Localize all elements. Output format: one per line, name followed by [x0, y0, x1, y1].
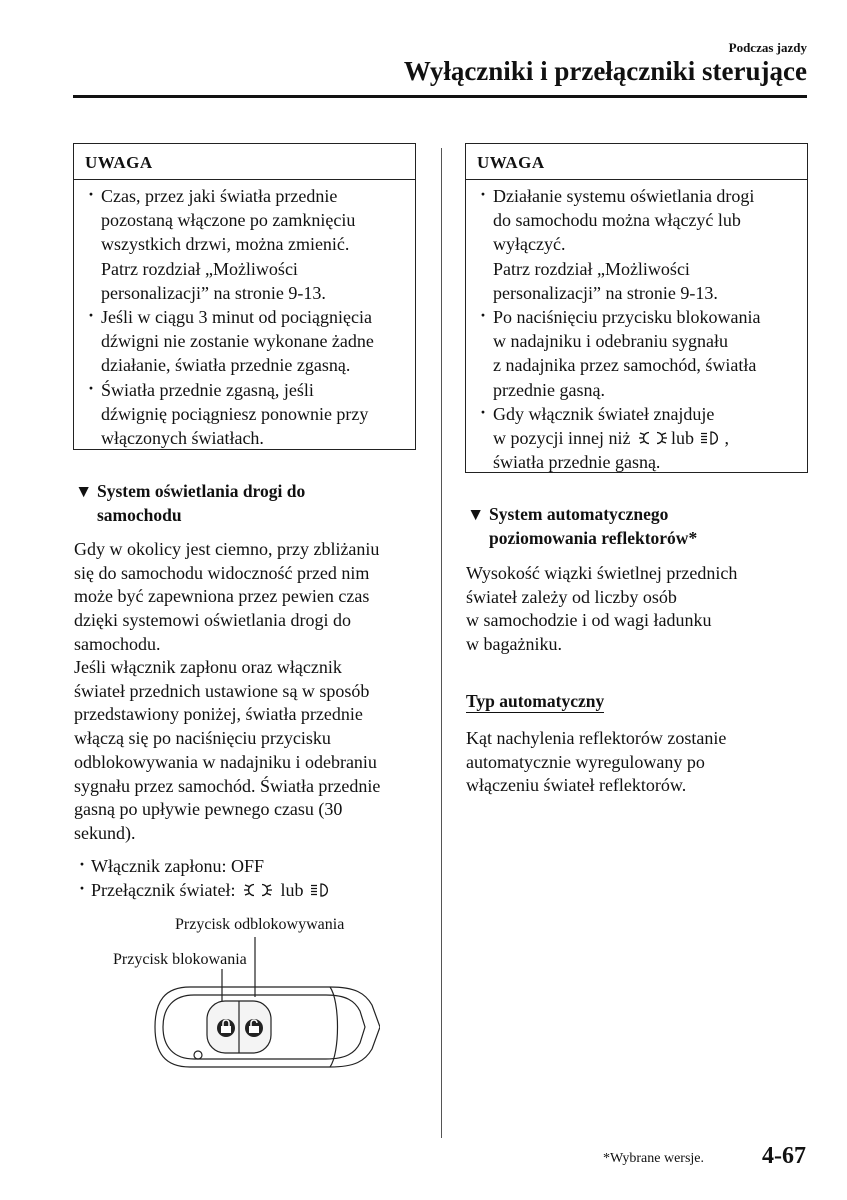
- note-text: Gdy włącznik świateł znajduje w pozycji innej niż: [493, 403, 715, 449]
- note-item: · Po naciśnięciu przycisku blokowania w nadajniku i odebraniu sygnału z nadajnika przez samochód, światła przednie gasną.: [480, 305, 801, 402]
- subheading-container: [466, 691, 604, 712]
- paragraph: Kąt nachylenia reflektorów zostanie automatycznie wyregulowany po włączeniu świateł reflektorów.: [466, 728, 727, 796]
- title-rule: [73, 95, 807, 98]
- note-item: · Gdy włącznik świateł znajduje w pozycji innej niż lub , światła przednie gasną.: [480, 402, 801, 475]
- or-text: lub: [670, 428, 694, 449]
- optional-asterisk: *: [688, 528, 698, 548]
- parking-lights-icon: [242, 882, 274, 898]
- key-fob-illustration: [150, 935, 380, 1070]
- heading-text: samochodu: [97, 505, 182, 525]
- heading-text: System automatycznego: [489, 504, 669, 524]
- page-title: Wyłączniki i przełączniki sterujące: [403, 56, 807, 86]
- label-unlock-button: Przycisk odblokowywania: [175, 916, 345, 933]
- note-list: [466, 180, 807, 480]
- condition-ignition: · Włącznik zapłonu: OFF: [74, 855, 434, 879]
- or-text: lub: [280, 879, 304, 900]
- right-note-box: [465, 143, 808, 473]
- conditions-list: [74, 855, 434, 902]
- note-label: UWAGA: [74, 144, 415, 180]
- footnote: *Wybrane wersje.: [603, 1151, 705, 1166]
- left-note-box: [73, 143, 416, 450]
- note-label: UWAGA: [466, 144, 807, 180]
- down-triangle-icon: ▼: [75, 481, 93, 501]
- label-lock-button: Przycisk blokowania: [113, 951, 247, 968]
- condition-label: Przełącznik świateł:: [91, 879, 236, 900]
- lock-icon: [217, 1019, 235, 1037]
- headlights-icon: [700, 430, 722, 446]
- page-number: 4-67: [762, 1143, 806, 1169]
- section-heading-road-lighting: [75, 479, 435, 527]
- paragraph: Jeśli włącznik zapłonu oraz włącznik świateł przednich ustawione są w sposób przedstawiony poniżej, światła przednie włączą się po naciśnięciu przycisku odblokowywania w nadajniku i odebraniu sygnału przez samochód. Światła przednie gasną po upływie pewnego czasu (30 sekund).: [74, 657, 381, 843]
- headlights-icon: [310, 882, 332, 898]
- condition-light-switch: [74, 879, 434, 903]
- parking-lights-icon: [637, 430, 669, 446]
- unlock-icon: [245, 1019, 263, 1037]
- note-item: · Działanie systemu oświetlania drogi do samochodu można włączyć lub wyłączyć. Patrz rozdział „Możliwości personalizacji” na stronie 9-13.: [480, 184, 801, 305]
- paragraph: Gdy w okolicy jest ciemno, przy zbliżaniu się do samochodu widoczność przed nim może być zapewniona przez pewien czas dzięki systemowi oświetlania drogi do samochodu.: [74, 539, 380, 654]
- paragraph: Wysokość wiązki świetlnej przednich świateł zależy od liczby osób w samochodzie i od wagi ładunku w bagażniku.: [466, 563, 738, 655]
- subheading-auto-type: Typ automatyczny: [466, 691, 605, 711]
- note-list: [74, 180, 415, 456]
- note-item: · Światła przednie zgasną, jeśli dźwignię pociągniesz ponownie przy włączonych światłach.: [88, 378, 409, 451]
- section-heading-auto-leveling: [467, 502, 807, 550]
- section-tag: Podczas jazdy: [728, 40, 807, 55]
- heading-text: poziomowania reflektorów: [489, 528, 689, 548]
- note-item: · Jeśli w ciągu 3 minut od pociągnięcia dźwigni nie zostanie wykonane żadne działanie, światła przednie zgasną.: [88, 305, 409, 378]
- note-text: światła przednie gasną.: [493, 452, 661, 473]
- heading-text: System oświetlania drogi do: [97, 481, 306, 501]
- down-triangle-icon: ▼: [467, 504, 485, 524]
- note-item: · Czas, przez jaki światła przednie pozostaną włączone po zamknięciu wszystkich drzwi, można zmienić. Patrz rozdział „Możliwości personalizacji” na stronie 9-13.: [88, 184, 409, 305]
- column-divider: [441, 148, 442, 1138]
